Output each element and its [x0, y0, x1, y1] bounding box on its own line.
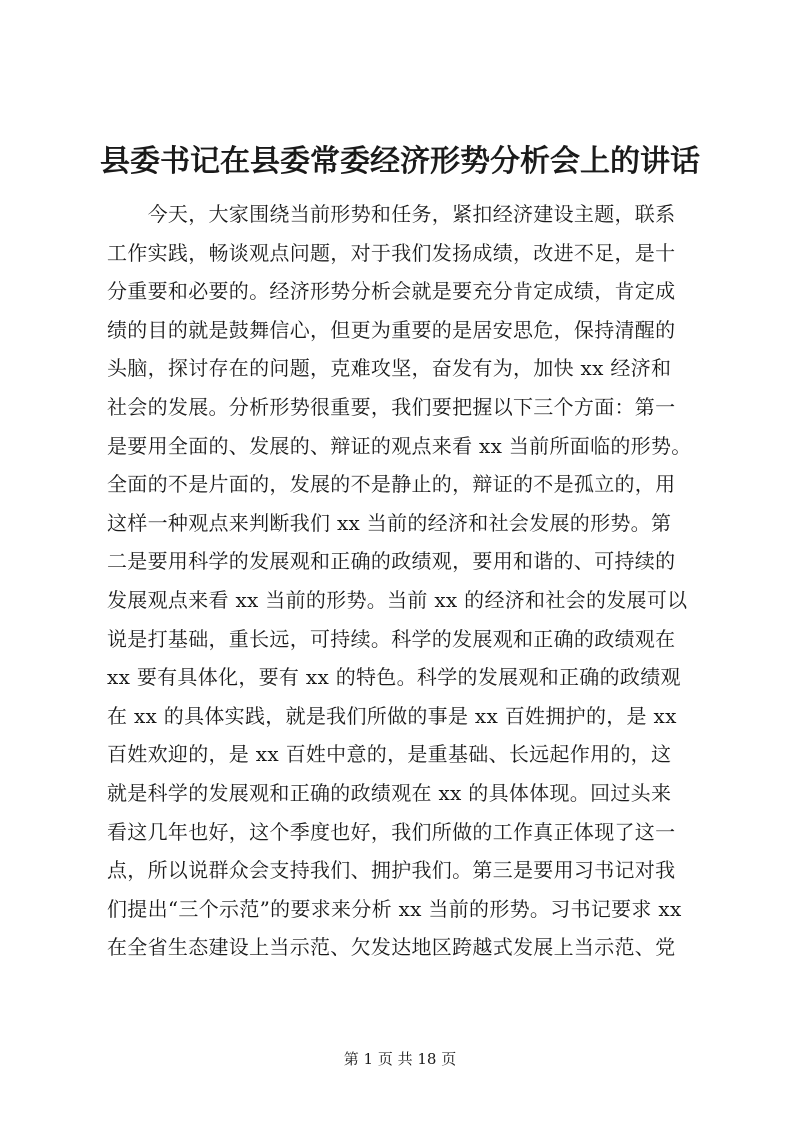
body-line: 今天，大家围绕当前形势和任务，紧扣经济建设主题，联系	[107, 202, 676, 226]
body-line: 说是打基础，重长远，可持续。科学的发展观和正确的政绩观在	[107, 626, 676, 651]
body-line: 在 xx 的具体实践，就是我们所做的事是 xx 百姓拥护的，是 xx	[107, 703, 677, 728]
body-line: 社会的发展。分析形势很重要，我们要把握以下三个方面：第一	[107, 394, 676, 419]
body-line: 工作实践，畅谈观点问题，对于我们发扬成绩，改进不足，是十	[107, 240, 676, 265]
body-line: 头脑，探讨存在的问题，克难攻坚，奋发有为，加快 xx 经济和	[107, 356, 672, 381]
body-line: 这样一种观点来判断我们 xx 当前的经济和社会发展的形势。第	[107, 510, 672, 535]
body-line: 就是科学的发展观和正确的政绩观在 xx 的具体体现。回过头来	[107, 780, 672, 805]
body-line: 全面的不是片面的，发展的不是静止的，辩证的不是孤立的，用	[107, 472, 676, 497]
body-line: 百姓欢迎的，是 xx 百姓中意的，是重基础、长远起作用的，这	[107, 742, 672, 767]
body-line: 们提出“三个示范”的要求来分析 xx 当前的形势。习书记要求 xx	[107, 896, 682, 921]
page-title: 县委书记在县委常委经济形势分析会上的讲话	[100, 144, 700, 179]
body-line: 是要用全面的、发展的、辩证的观点来看 xx 当前所面临的形势。	[107, 433, 692, 458]
body-line: 二是要用科学的发展观和正确的政绩观，要用和谐的、可持续的	[107, 549, 676, 574]
page-footer: 第 1 页 共 18 页	[343, 1050, 457, 1068]
body-line: 看这几年也好，这个季度也好，我们所做的工作真正体现了这一	[107, 819, 676, 844]
body-line: 在全省生态建设上当示范、欠发达地区跨越式发展上当示范、党	[107, 935, 676, 960]
body-line: 发展观点来看 xx 当前的形势。当前 xx 的经济和社会的发展可以	[107, 587, 688, 612]
document-body	[107, 195, 707, 967]
body-line: xx 要有具体化，要有 xx 的特色。科学的发展观和正确的政绩观	[107, 665, 681, 690]
body-line: 点，所以说群众会支持我们、拥护我们。第三是要用习书记对我	[107, 858, 676, 883]
body-line: 绩的目的就是鼓舞信心，但更为重要的是居安思危，保持清醒的	[107, 317, 676, 342]
body-line: 分重要和必要的。经济形势分析会就是要充分肯定成绩，肯定成	[107, 279, 676, 304]
